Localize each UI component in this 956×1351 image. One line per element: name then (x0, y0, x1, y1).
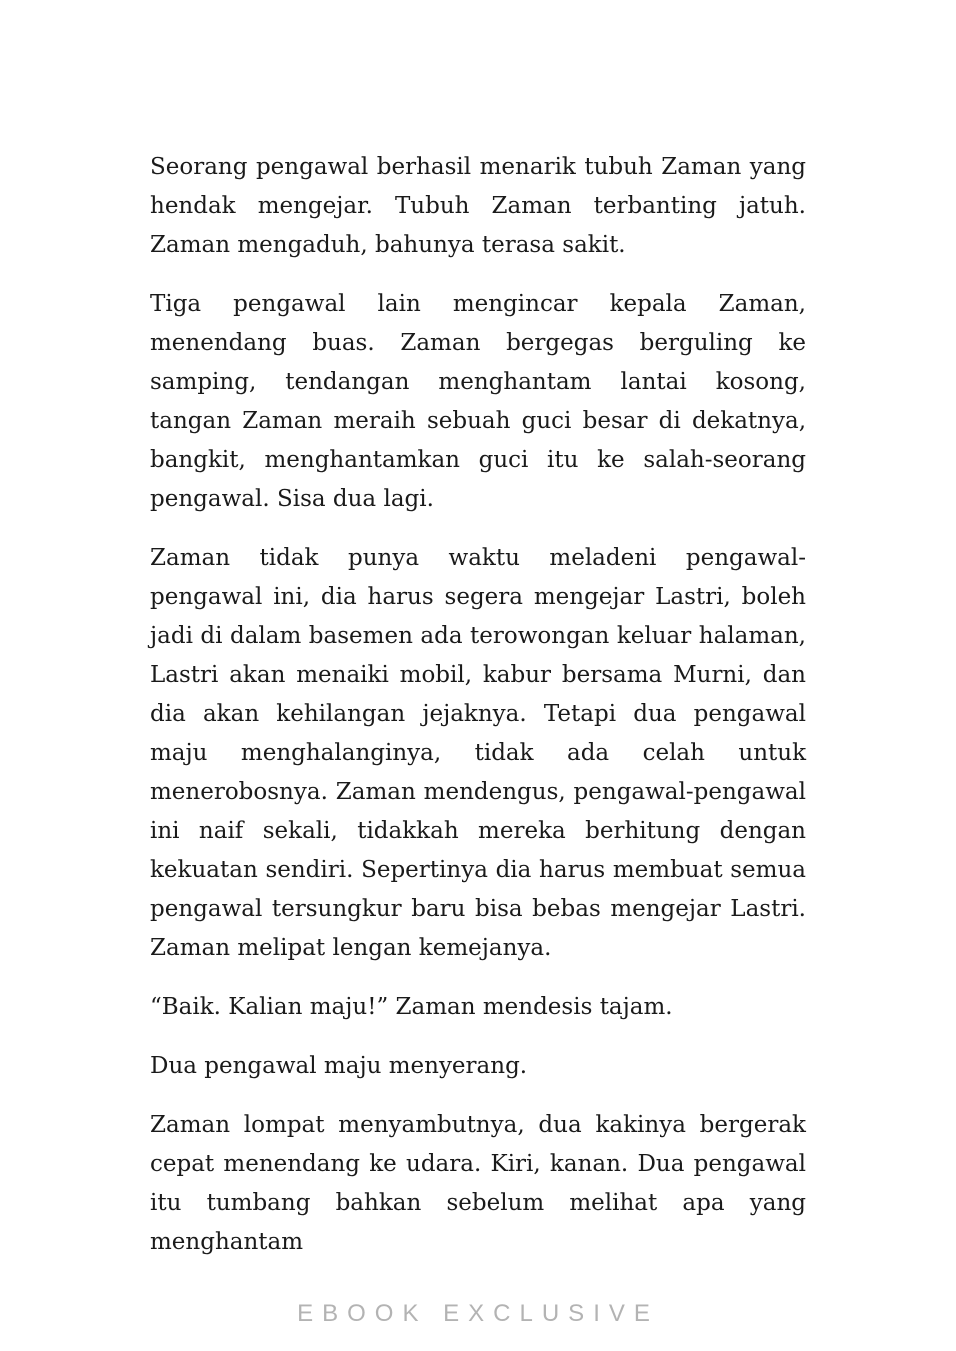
page-footer: EBOOK EXCLUSIVE (297, 1300, 659, 1327)
paragraph-3: Zaman tidak punya waktu meladeni pengawal-pengawal ini, dia harus segera mengejar Lastri, boleh jadi di dalam basemen ada terowongan keluar halaman, Lastri akan menaiki mobil, kabur bersama Murni, dan dia akan kehilangan jejaknya. Tetapi dua pengawal maju menghalanginya, tidak ada celah untuk menerobosnya. Zaman mendengus, pengawal-pengawal ini naif sekali, tidakkah mereka berhitung dengan kekuatan sendiri. Sepertinya dia harus membuat semua pengawal tersungkur baru bisa bebas mengejar Lastri. Zaman melipat lengan kemejanya. (150, 545, 806, 961)
paragraph-2: Tiga pengawal lain mengincar kepala Zaman, menendang buas. Zaman bergegas berguling ke samping, tendangan menghantam lantai kosong, tangan Zaman meraih sebuah guci besar di dekatnya, bangkit, menghantamkan guci itu ke salah-seorang pengawal. Sisa dua lagi. (150, 291, 806, 512)
paragraph-5: Dua pengawal maju menyerang. (150, 1053, 528, 1079)
paragraph-4: “Baik. Kalian maju!” Zaman mendesis tajam. (150, 994, 673, 1020)
body-text (150, 148, 806, 1282)
paragraph-1: Seorang pengawal berhasil menarik tubuh Zaman yang hendak mengejar. Tubuh Zaman terbanting jatuh. Zaman mengaduh, bahunya terasa sakit. (150, 154, 806, 258)
paragraph-6: Zaman lompat menyambutnya, dua kakinya bergerak cepat menendang ke udara. Kiri, kanan. Dua pengawal itu tumbang bahkan sebelum melihat apa yang menghantam (150, 1112, 806, 1255)
